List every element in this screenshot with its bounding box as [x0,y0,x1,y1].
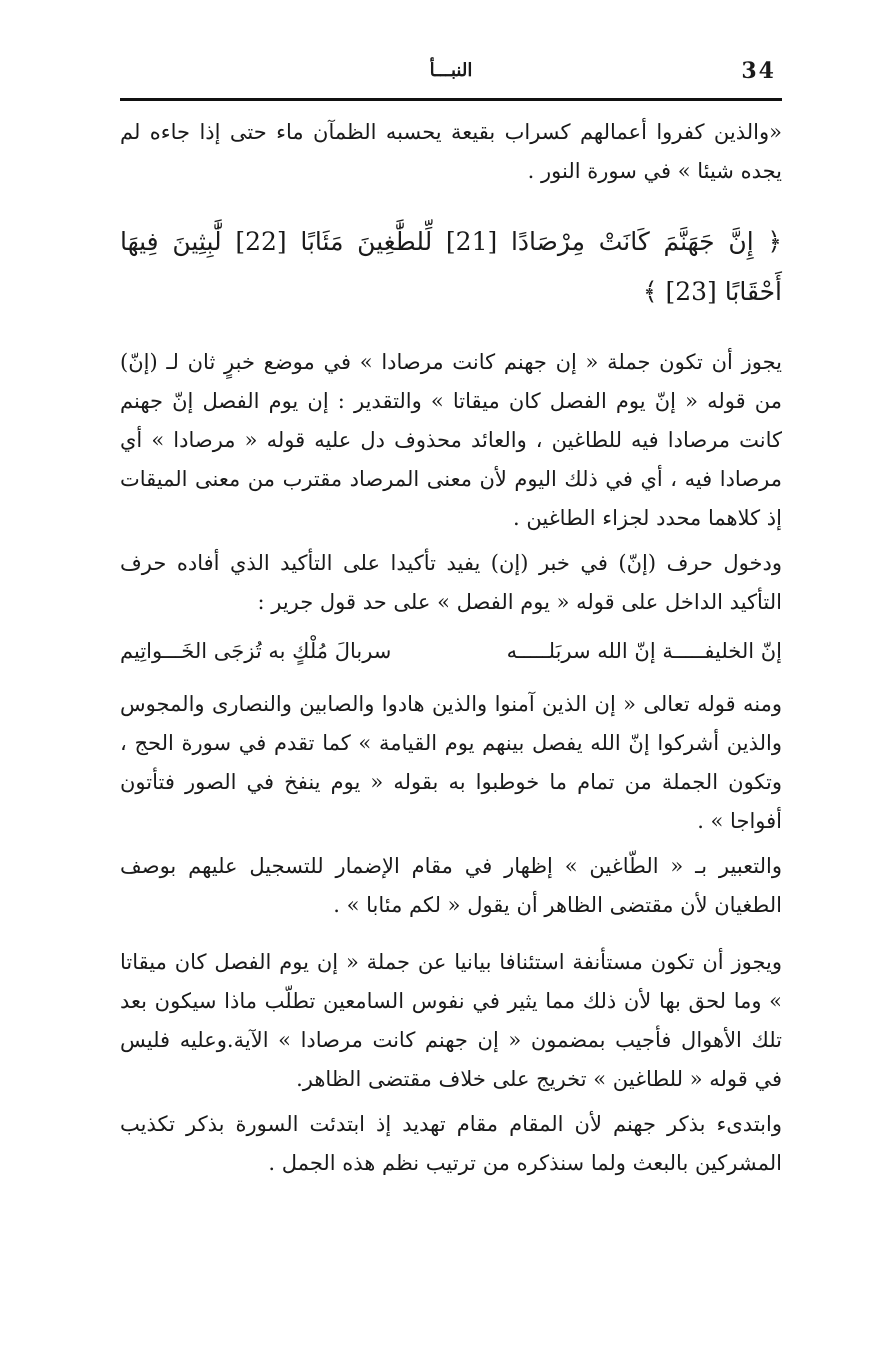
book-page [120,58,782,1183]
paragraph-beginning: وابتدىء بذكر جهنم لأن المقام مقام تهديد إذ ابتدئت السورة بذكر تكذيب المشركين بالبعث ولما سنذكره من ترتيب نظم هذه الجمل . [120,1112,782,1175]
poetry-verse [120,632,782,671]
paragraph-grammar-explanation: يجوز أن تكون جملة « إن جهنم كانت مرصادا » في موضع خبرٍ ثان لـ (إنّ) من قوله « إنّ يوم الفصل كان ميقاتا » والتقدير : إن يوم الفصل إنّ جهنم كانت مرصادا فيه للطاغين ، والعائد محذوف دل عليه قوله « مرصادا » أي مرصادا فيه ، أي في ذلك اليوم لأن معنى المرصاد مقترب من معنى الميقات إذ كلاهما محدد لجزاء الطاغين . [120,350,782,530]
running-title: النبـــأ [429,60,473,81]
running-head [120,58,782,94]
header-rule [120,98,782,101]
paragraph-expression: والتعبير بـ « الطّاغين » إظهار في مقام الإضمار للتسجيل عليهم بوصف الطغيان لأن مقتضى الظاهر أن يقول « لكم مئابا » . [120,854,782,917]
paragraph-resumption: ويجوز أن تكون مستأنفة استئنافا بيانيا عن جملة « إن يوم الفصل كان ميقاتا » وما لحق بها لأن ذلك مما يثير في نفوس السامعين تطلّب ماذا سيكون بعد تلك الأهوال فأجيب بمضمون « إن جهنم كانت مرصادا » الآية.وعليه فليس في قوله « للطاغين » تخريج على خلاف مقتضى الظاهر. [120,950,782,1091]
page-body [120,113,782,1183]
paragraph-example: ومنه قوله تعالى « إن الذين آمنوا والذين هادوا والصابين والنصارى والمجوس والذين أشركوا إنّ الله يفصل بينهم يوم القيامة » كما تقدم في سورة الحج ، وتكون الجملة من تمام ما خوطبوا به بقوله « يوم ينفخ في الصور فتأتون أفواجا » . [120,692,782,833]
poetry-second-hemistich: سربالَ مُلْكٍ به تُزجَى الخَـــواتِيم [120,639,392,663]
page-number: 34 [741,58,776,84]
quran-verse: ﴿ إِنَّ جَهَنَّمَ كَانَتْ مِرْصَادًا [21] لِّلطَّٰغِينَ مَئَابًا [22] لَّٰبِثِينَ فِيهَا أَحْقَابًا [23] ﴾ [120,227,782,306]
paragraph-emphasis: ودخول حرف (إنّ) في خبر (إن) يفيد تأكيدا على التأكيد الذي أفاده حرف التأكيد الداخل على قوله « يوم الفصل » على حد قول جرير : [120,551,782,614]
paragraph-quran-citation: «والذين كفروا أعمالهم كسراب بقيعة يحسبه الظمآن ماء حتى إذا جاءه لم يجده شيئا » في سورة النور . [120,120,782,183]
poetry-first-hemistich: إنّ الخليفـــــة إنّ الله سربَلـــــه [506,639,782,663]
